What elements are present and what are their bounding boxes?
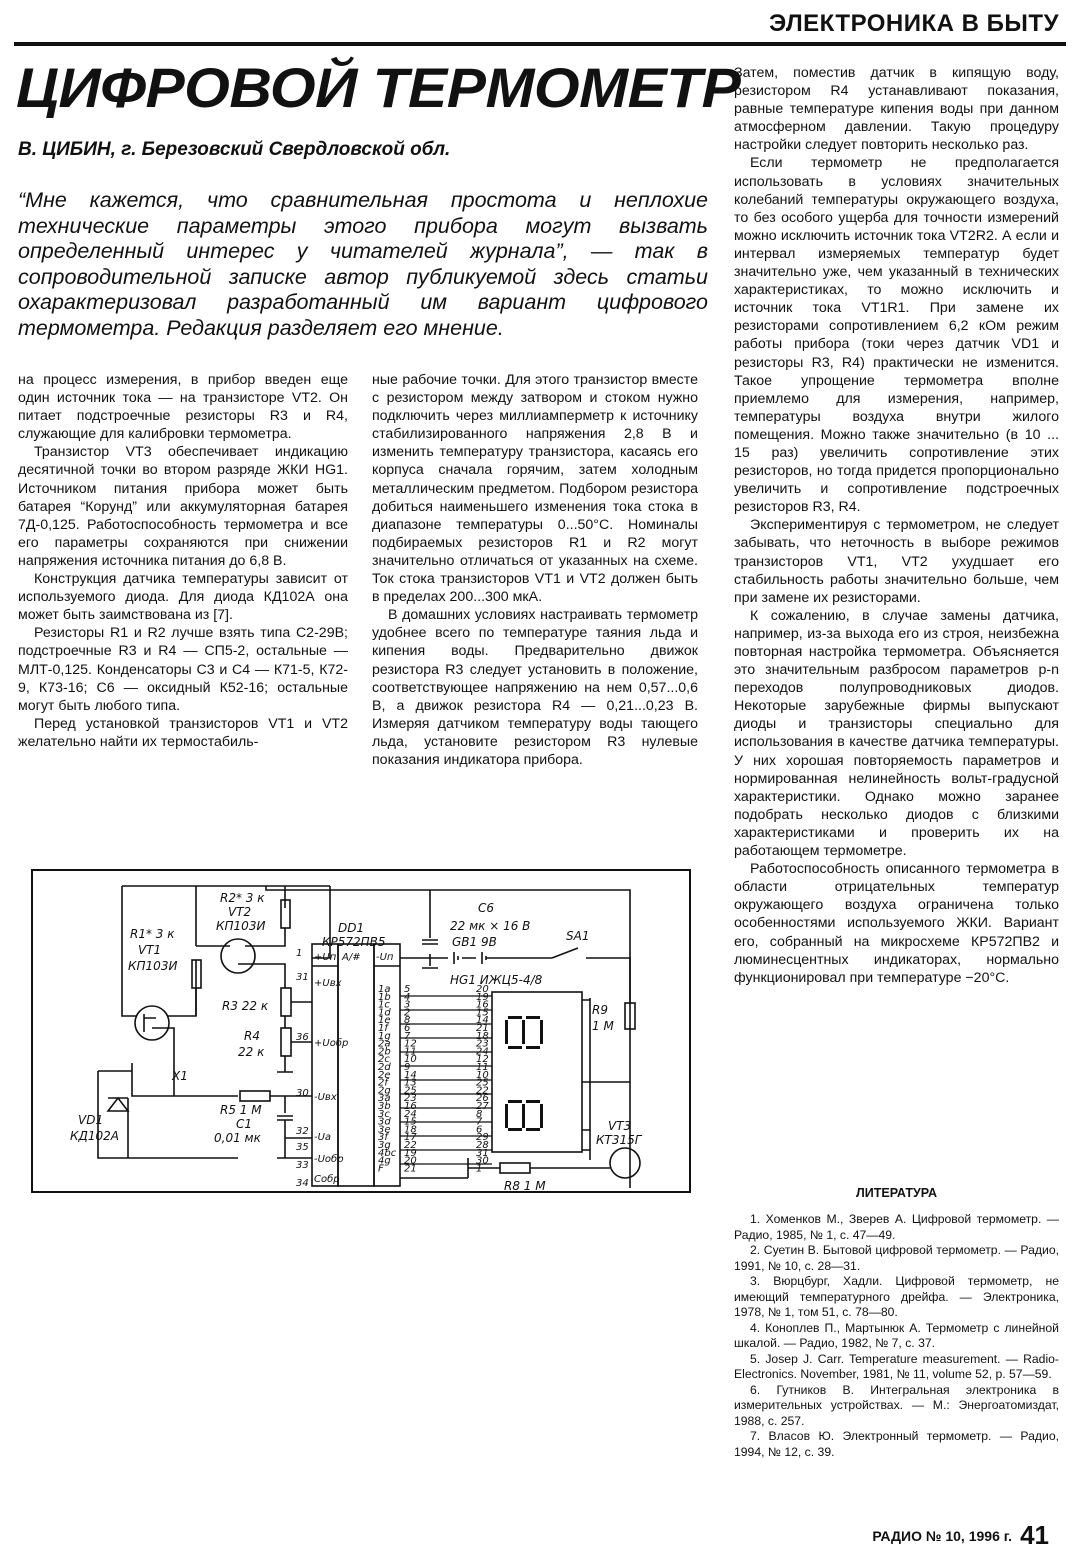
- reference-item: 2. Суетин В. Бытовой цифровой термометр. — Радио, 1991, № 10, с. 28—31.: [734, 1243, 1059, 1273]
- label-r2: R2* 3 к: [220, 891, 265, 905]
- paragraph: В домашних условиях настраивать термометр удобнее всего по температуре таяния льда и кипения воды. Предварительно движок резистора R3 следует установить в положение, соответствующее напряжению на нем 0,57...0,6 В, а движок резистора R4 — 0,21...0,23 В. Измеряя датчиком температуру воды тающего льда, установите резистором R3 нулевые показания индикатора прибора.: [372, 607, 698, 768]
- lcd-pin-number: 25: [476, 1077, 489, 1089]
- segment-label: 1b: [378, 991, 391, 1003]
- pin-label-ad: A/#: [342, 952, 361, 963]
- label-r3: R3 22 к: [222, 999, 269, 1013]
- pin-label-cref: Cобр: [314, 1174, 340, 1185]
- segment-label: 1e: [378, 1015, 391, 1027]
- r4-resistor: [281, 1028, 291, 1056]
- label-vd1-type: КД102А: [70, 1129, 120, 1143]
- left-pin-number: 32: [296, 1126, 309, 1137]
- article-byline: В. ЦИБИН, г. Березовский Свердловской обл.: [18, 139, 451, 160]
- pin-label-uref-p: +Uобр: [314, 1038, 349, 1049]
- label-c1: C1: [236, 1117, 253, 1131]
- article-title: ЦИФРОВОЙ ТЕРМОМЕТР: [16, 56, 741, 119]
- ic-pin-number: 2: [404, 1007, 411, 1019]
- segment-label: 3e: [378, 1124, 391, 1136]
- segment-label: 1a: [378, 984, 391, 995]
- ic-pin-number: 23: [404, 1093, 417, 1105]
- vt2-symbol: [221, 939, 255, 973]
- ic-pin-number: 4: [404, 991, 411, 1003]
- label-r9-val: 1 М: [592, 1019, 614, 1033]
- lcd-pin-number: 6: [476, 1124, 483, 1136]
- label-gb1: GB1 9В: [452, 935, 497, 949]
- paragraph: на процесс измерения, в прибор введен еще один источник тока — на транзисторе VT2. Он питает подстроечные резисторы R3 и R4, служающие для калибровки термометра.: [18, 372, 348, 443]
- lcd-digits: [505, 1016, 543, 1131]
- label-c6-val: 22 мк × 16 В: [450, 919, 531, 933]
- left-pin-number: 35: [296, 1142, 309, 1153]
- lcd-pin-number: 31: [476, 1147, 489, 1159]
- label-vt2: VT2: [228, 905, 252, 919]
- lcd-pin-number: 1: [476, 1163, 483, 1175]
- r3-resistor: [281, 988, 291, 1016]
- ic-pin-number: 20: [404, 1155, 417, 1167]
- literature-list: [734, 1212, 1059, 1460]
- ic-pin-number: 24: [404, 1108, 417, 1120]
- segment-label: 4bc: [378, 1147, 397, 1159]
- ic-pin-number: 14: [404, 1069, 417, 1081]
- segment-label: 2g: [378, 1085, 391, 1097]
- lcd-pin-number: 19: [476, 991, 489, 1003]
- lcd-pin-number: 26: [476, 1093, 489, 1105]
- label-x1: X1: [172, 1069, 188, 1083]
- paragraph: Затем, поместив датчик в кипящую воду, резистором R4 устанавливают показания, равные температуре кипения воды при данном атмосферном давлении. Такую процедуру настройки следует повторить несколько раз.: [734, 65, 1059, 154]
- paragraph: Если термометр не предполагается использовать в условиях значительных колебаний температуры окружающего воздуха, то без особого ущерба для точности измерений можно исключить источник тока VT2R2. А если и интервал измеряемых температур будет значительно уже, чем указанный в технических характеристиках, то можно исключить и источник тока VT1R1. При замене их резисторами сопротивлением 6,2 кОм режим работы прибора (токи через датчик VD1 и резисторы R3, R4) практически не изменится. Такое упрощение термометра вполне приемлемо для измерения, например, температуры воздуха внутри жилого помещения. Можно также значительно (в 10 ... 15 раз) увеличить сопротивление этих резисторов, но тогда придется пропорционально увеличить и сопротивление подстроечных резисторов R3, R4.: [734, 155, 1059, 516]
- segment-label: 1f: [378, 1023, 388, 1034]
- segment-label: 1g: [378, 1030, 391, 1042]
- label-hg1: HG1 ИЖЦ5-4/8: [450, 973, 543, 987]
- ic-pin-number: 19: [404, 1147, 417, 1159]
- pin-label-uin-p: +Uвх: [314, 978, 342, 989]
- lcd-pin-number: 14: [476, 1015, 489, 1027]
- ic-pin-number: 10: [404, 1054, 417, 1066]
- lcd-pin-number: 29: [476, 1132, 489, 1144]
- segment-label: 2a: [378, 1038, 391, 1050]
- lcd-pin-number: 21: [476, 1023, 489, 1034]
- paragraph: Работоспособность описанного термометра в области отрицательных температур окружающего воздуха ограничена только особенностями используемого ЖКИ. Вариант его, собранный на микросхеме КР572ПВ2 и люминесцентных индикаторах, нормально функционировал при температуре −20°С.: [734, 861, 1059, 986]
- ic-pin-number: 22: [404, 1140, 417, 1151]
- vt1-symbol: [135, 1006, 169, 1040]
- paragraph: ные рабочие точки. Для этого транзистор вместе с резистором между затвором и стоком нужно подключить через миллиамперметр к источнику стабилизированного напряжения 2,8 В и изменить температуру транзистора, касаясь его корпуса сначала горячим, затем холодным металлическим предметом. Подбором резистора добиться наименьшего изменения тока стока в диапазоне температуры 0...50°С. Номиналы подбираемых резисторов R1 и R2 могут значительно отличаться от указанных на схеме. Ток стока транзисторов VT1 и VT2 должен быть в пределах 200...300 мкА.: [372, 372, 698, 606]
- dd1-core: [338, 944, 374, 1186]
- segment-label: 3g: [378, 1140, 391, 1151]
- paragraph: Транзистор VT3 обеспечивает индикацию десятичной точки во втором разряде ЖКИ HG1. Источником питания прибора может быть батарея “Корунд” или аккумуляторная батарея 7Д-0,125. Работоспособность термометра и все его параметры сохраняются при снижении напряжения источника питания до 6,8 В.: [18, 444, 348, 569]
- r5-resistor: [240, 1091, 270, 1101]
- label-r4: R4: [244, 1029, 260, 1043]
- segment-label: 4g: [378, 1155, 391, 1167]
- ic-pin-number: 5: [404, 984, 411, 995]
- ic-pin-number: 3: [404, 999, 411, 1011]
- paragraph: Резисторы R1 и R2 лучше взять типа С2-29В; подстроечные R3 и R4 — СП5-2, остальные — МЛТ-0,125. Конденсаторы С3 и С4 — К71-5, К72-9, К73-16; С6 — оксидный К52-16; остальные могут быть любого типа.: [18, 625, 348, 714]
- ic-pin-number: 21: [404, 1163, 417, 1175]
- segment-label: 1d: [378, 1007, 391, 1019]
- label-r4-val: 22 к: [238, 1045, 265, 1059]
- left-pin-number: 31: [296, 972, 309, 983]
- schematic-svg: [30, 868, 694, 1198]
- label-dd1-type: КР572ПВ5: [322, 935, 386, 949]
- label-vt3: VT3: [608, 1119, 632, 1133]
- label-r5: R5 1 М: [220, 1103, 262, 1117]
- lcd-pin-number: 28: [476, 1140, 489, 1151]
- label-sa1: SA1: [566, 929, 590, 943]
- ic-pin-number: 13: [404, 1077, 417, 1089]
- segment-label: F: [378, 1163, 384, 1175]
- segment-label: 3a: [378, 1093, 391, 1105]
- label-dd1: DD1: [338, 921, 365, 935]
- segment-label: 3c: [378, 1108, 390, 1120]
- left-pin-number: 36: [296, 1032, 309, 1043]
- header-rule: [14, 42, 1066, 46]
- ic-pin-number: 9: [404, 1062, 411, 1073]
- reference-item: 3. Вюрцбург, Хадли. Цифровой термометр, не имеющий температурного дрейфа. — Электроника, 1978, № 1, том 51, с. 78—80.: [734, 1274, 1059, 1319]
- left-pin-number: 1: [296, 948, 303, 959]
- label-c6: C6: [478, 901, 495, 915]
- lcd-pin-number: 18: [476, 1030, 489, 1042]
- lcd-pin-number: 20: [476, 984, 489, 995]
- ic-pin-number: 12: [404, 1038, 417, 1050]
- pin-label-up: +Uп: [314, 952, 337, 963]
- circuit-schematic: [30, 868, 694, 1198]
- ic-pin-number: 16: [404, 1101, 417, 1112]
- left-pin-number: 30: [296, 1088, 309, 1099]
- ic-pin-number: 25: [404, 1085, 417, 1097]
- lcd-pin-number: 16: [476, 999, 489, 1011]
- paragraph: К сожалению, в случае замены датчика, например, из-за выхода его из строя, неизбежна повторная настройка термометра. Объясняется это значительным разбросом параметров p-n переходов полупроводниковых диодов. Некоторые зарубежные фирмы выпускают диоды и транзисторы специально для использования в качестве датчика температуры. У них хорошая повторяемость параметров и нормированная нелинейность вольт-градусной характеристики. Однако можно заранее подобрать несколько диодов с близкими характеристиками и проверить их на работающем термометре.: [734, 607, 1059, 860]
- column-1: [18, 371, 348, 751]
- pin-label-ua: -Uа: [314, 1132, 332, 1143]
- label-vt2-type: КП103И: [216, 919, 266, 933]
- lcd-pin-number: 15: [476, 1007, 489, 1019]
- lcd-pin-number: 30: [476, 1155, 489, 1167]
- page-number: 41: [1020, 1520, 1049, 1550]
- ic-pin-number: 18: [404, 1124, 417, 1136]
- reference-item: 6. Гутников В. Интегральная электроника в измерительных устройствах. — М.: Энергоатомиздат, 1988, с. 257.: [734, 1382, 1059, 1428]
- literature-title: ЛИТЕРАТУРА: [855, 1186, 938, 1200]
- section-title: ЭЛЕКТРОНИКА В БЫТУ: [769, 10, 1059, 37]
- paragraph: Перед установкой транзисторов VT1 и VT2 желательно найти их термостабиль-: [18, 715, 348, 750]
- label-vt3-type: КТ315Г: [596, 1133, 642, 1147]
- reference-item: 7. Власов Ю. Электронный термометр. — Радио, 1994, № 12, с. 39.: [734, 1429, 1059, 1459]
- article-lead: “Мне кажется, что сравнительная простота и неплохие технические параметры этого прибора могут вызвать определенный интерес у читателей журнала”, — так в сопроводительной записке автор публикуемой здесь статьи охарактеризовал разработанный им вариант цифрового термометра. Редакция разделяет его мнение.: [18, 188, 708, 340]
- ic-pin-number: 8: [404, 1015, 411, 1027]
- label-vd1: VD1: [78, 1113, 104, 1127]
- segment-label: 2e: [378, 1069, 391, 1081]
- vt3-symbol: [610, 1148, 640, 1178]
- paragraph: Экспериментируя с термометром, не следует забывать, что неточность в выборе режимов транзисторов VT1, VT2 ухудшает его стабильность работы значительно больше, чем при замене их резисторами.: [734, 517, 1059, 606]
- pin-label-uin-n: -Uвх: [314, 1092, 337, 1103]
- segment-label: 1c: [378, 999, 390, 1011]
- lcd-pin-number: 22: [476, 1085, 489, 1097]
- lcd-pin-number: 12: [476, 1054, 489, 1066]
- segment-label: 2b: [378, 1046, 391, 1058]
- segment-label: 3b: [378, 1101, 391, 1112]
- column-3: [734, 64, 1059, 987]
- lcd-pin-number: 27: [476, 1101, 489, 1112]
- lcd-pin-number: 8: [476, 1108, 483, 1120]
- ic-pin-number: 7: [404, 1030, 411, 1042]
- pin-label-uref-n: -Uобр: [314, 1154, 344, 1165]
- ic-pin-number: 6: [404, 1023, 411, 1034]
- label-r8: R8 1 М: [504, 1179, 546, 1193]
- reference-item: 5. Josep J. Carr. Temperature measurement. — Radio-Electronics. November, 1981, № 11, volume 52, p. 57—59.: [734, 1351, 1059, 1381]
- lcd-pin-number: 10: [476, 1069, 489, 1081]
- column-2: [372, 371, 698, 769]
- segment-label: 2d: [378, 1062, 391, 1073]
- segment-label: 2f: [378, 1077, 388, 1089]
- label-r9: R9: [592, 1003, 608, 1017]
- lcd-pin-number: 11: [476, 1062, 489, 1073]
- issue-label: РАДИО № 10, 1996 г.: [872, 1528, 1013, 1544]
- reference-item: 4. Коноплев П., Мартынюк А. Термометр с линейной шкалой. — Радио, 1982, № 7, с. 37.: [734, 1320, 1059, 1350]
- ic-pin-number: 15: [404, 1116, 417, 1128]
- lcd-pin-number: 24: [476, 1046, 489, 1058]
- lcd-pin-number: 7: [476, 1116, 483, 1128]
- paragraph: Конструкция датчика температуры зависит от используемого диода. Для диода КД102А она может быть заимствована из [7].: [18, 571, 348, 624]
- vd1-diode: [108, 1098, 128, 1111]
- ic-pin-number: 17: [404, 1132, 417, 1144]
- r8-resistor: [500, 1163, 530, 1173]
- page-footer: [872, 1520, 1049, 1551]
- lcd-pin-number: 23: [476, 1038, 489, 1050]
- left-pin-number: 34: [296, 1178, 309, 1189]
- reference-item: 1. Хоменков М., Зверев А. Цифровой термометр. — Радио, 1985, № 1, с. 47—49.: [734, 1212, 1059, 1242]
- label-c1-val: 0,01 мк: [214, 1131, 261, 1145]
- segment-label: 3f: [378, 1132, 388, 1144]
- left-pin-number: 33: [296, 1160, 309, 1171]
- ic-pin-number: 11: [404, 1046, 417, 1058]
- label-r1: R1* 3 к: [130, 927, 175, 941]
- label-vt1: VT1: [138, 943, 162, 957]
- pin-label-un: -Uп: [376, 952, 394, 963]
- segment-label: 2c: [378, 1054, 390, 1066]
- segment-label: 3d: [378, 1116, 391, 1128]
- label-vt1-type: КП103И: [128, 959, 178, 973]
